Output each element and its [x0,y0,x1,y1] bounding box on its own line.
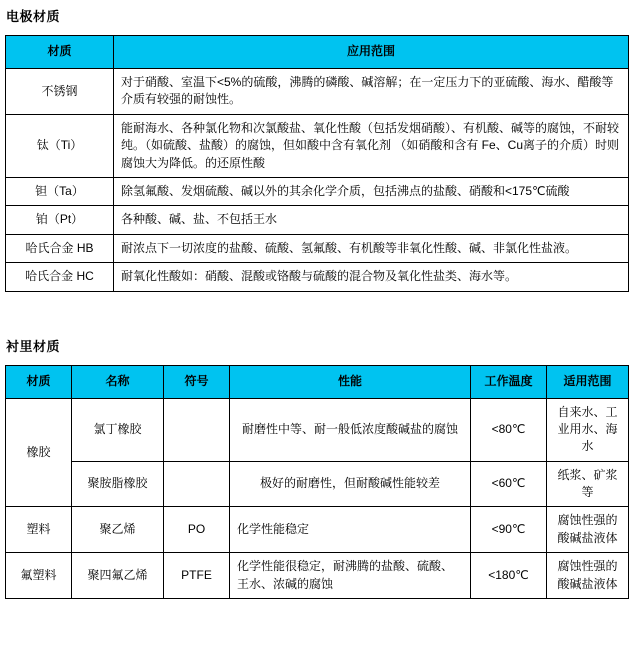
table-row [6,553,629,599]
cell-symbol: PTFE [164,553,230,599]
cell-temperature: <60℃ [471,461,547,507]
cell-property: 化学性能稳定 [230,507,471,553]
cell-name: 聚胺脂橡胶 [72,461,164,507]
cell-temperature: <80℃ [471,398,547,461]
electrode-material-table [5,35,629,292]
cell-material: 铂（Pt） [6,206,114,234]
table-header-row [6,365,629,398]
column-header-material: 材质 [6,36,114,69]
cell-scope: 腐蚀性强的酸碱盐液体 [547,507,629,553]
cell-name: 聚四氟乙烯 [72,553,164,599]
table-header-row [6,36,629,69]
cell-scope: 自来水、工业用水、海水 [547,398,629,461]
section-spacer [0,292,634,330]
cell-scope: 腐蚀性强的酸碱盐液体 [547,553,629,599]
cell-material: 不锈钢 [6,69,114,115]
cell-application: 对于硝酸、室温下<5%的硫酸，沸腾的磷酸、碱溶解；在一定压力下的亚硫酸、海水、醋酸等介质有较强的耐蚀性。 [114,69,629,115]
table-row [6,507,629,553]
table-row [6,263,629,291]
cell-symbol [164,461,230,507]
table-row [6,461,629,507]
cell-property: 化学性能很稳定，耐沸腾的盐酸、硫酸、王水、浓碱的腐蚀 [230,553,471,599]
section-title-lining: 衬里材质 [6,338,61,354]
cell-material: 哈氏合金 HC [6,263,114,291]
table-row [6,234,629,262]
document-page [0,6,634,670]
column-header-scope: 适用范围 [547,365,629,398]
column-header-temperature: 工作温度 [471,365,547,398]
cell-property: 耐磨性中等、耐一般低浓度酸碱盐的腐蚀 [230,398,471,461]
table-row [6,398,629,461]
cell-application: 耐氧化性酸如：硝酸、混酸或铬酸与硫酸的混合物及氧化性盐类、海水等。 [114,263,629,291]
cell-scope: 纸浆、矿浆等 [547,461,629,507]
column-header-property: 性能 [230,365,471,398]
cell-material: 哈氏合金 HB [6,234,114,262]
cell-name: 氯丁橡胶 [72,398,164,461]
table-row [6,206,629,234]
cell-material: 橡胶 [6,398,72,507]
section-title-electrode: 电极材质 [6,9,61,24]
cell-temperature: <90℃ [471,507,547,553]
cell-property: 极好的耐磨性，但耐酸碱性能较差 [230,461,471,507]
cell-name: 聚乙烯 [72,507,164,553]
cell-material: 氟塑料 [6,553,72,599]
cell-material: 钽（Ta） [6,177,114,205]
cell-application: 能耐海水、各种氯化物和次氯酸盐、氧化性酸（包括发烟硝酸）、有机酸、碱等的腐蚀，不耐较纯。（如硫酸、盐酸）的腐蚀，但如酸中含有氧化剂 （如硝酸和含有 Fe、Cu离子的介质）时则腐蚀大为降低。的还原性酸 [114,114,629,177]
table-row [6,69,629,115]
cell-material: 塑料 [6,507,72,553]
column-header-symbol: 符号 [164,365,230,398]
cell-application: 耐浓点下一切浓度的盐酸、硫酸、氢氟酸、有机酸等非氧化性酸、碱、非氯化性盐液。 [114,234,629,262]
cell-application: 除氢氟酸、发烟硫酸、碱以外的其余化学介质，包括沸点的盐酸、硝酸和<175℃硫酸 [114,177,629,205]
table-row [6,177,629,205]
column-header-material: 材质 [6,365,72,398]
lining-material-table [5,365,629,600]
column-header-application: 应用范围 [114,36,629,69]
cell-material: 钛（Ti） [6,114,114,177]
cell-symbol [164,398,230,461]
cell-application: 各种酸、碱、盐、不包括王水 [114,206,629,234]
column-header-name: 名称 [72,365,164,398]
cell-symbol: PO [164,507,230,553]
cell-temperature: <180℃ [471,553,547,599]
table-row [6,114,629,177]
